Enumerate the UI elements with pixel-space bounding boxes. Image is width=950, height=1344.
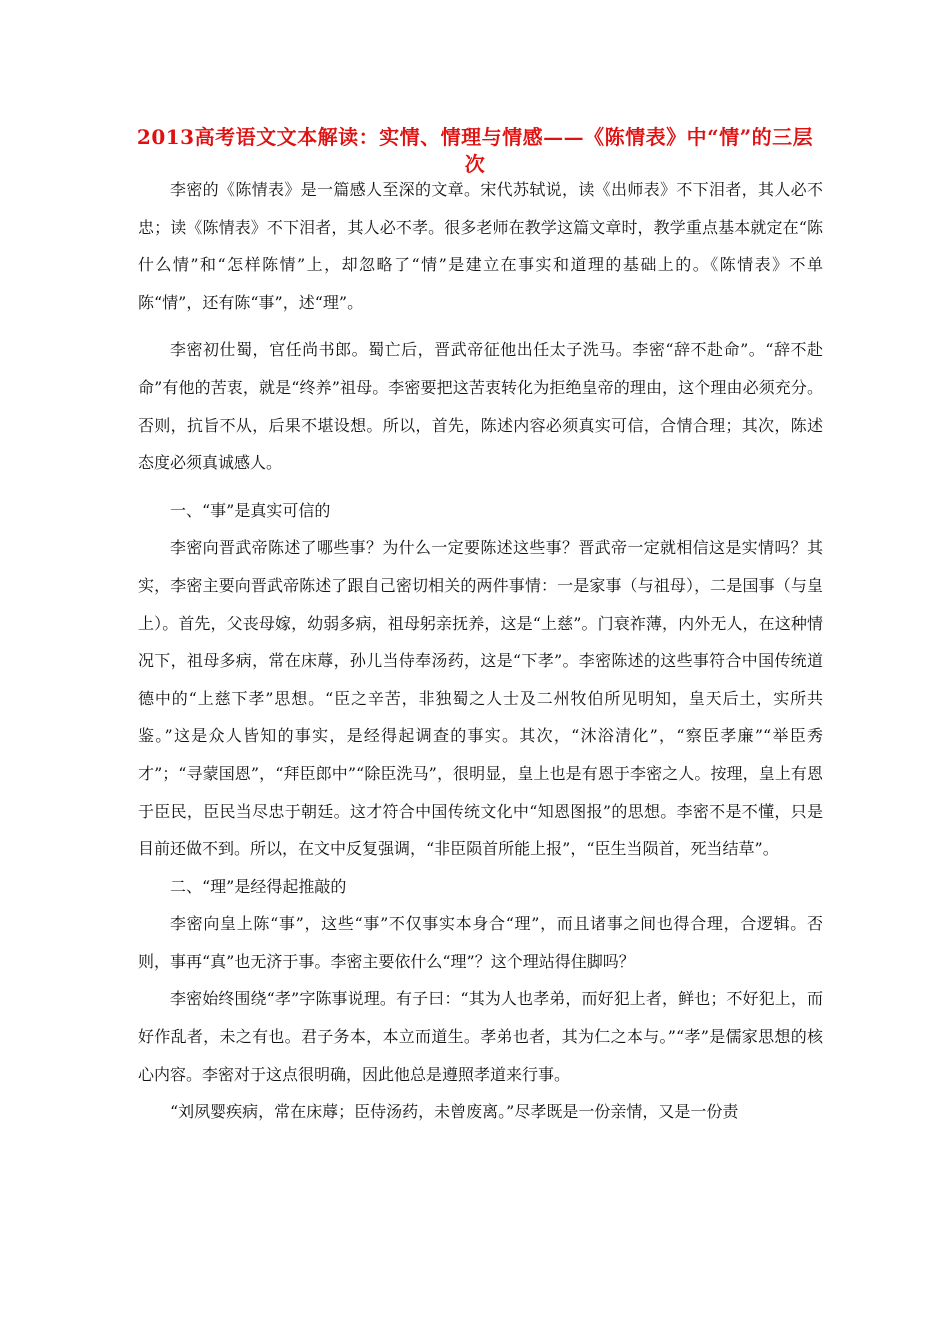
paragraph-background: 李密初仕蜀，官任尚书郎。蜀亡后，晋武帝征他出任太子洗马。李密“辞不赴命”。“辞不赴命”有他的苦衷，就是“终养”祖母。李密要把这苦衷转化为拒绝皇帝的理由，这个理由必须充分。否则，抗旨不从，后果不堪设想。所以，首先，陈述内容必须真实可信，合情合理；其次，陈述态度必须真诚感人。: [138, 340, 823, 473]
document-body: [138, 171, 823, 1131]
section-heading-2: 二、“理”是经得起推敲的: [170, 876, 347, 896]
paragraph-filial-piety: 李密始终围绕“孝”字陈事说理。有子曰：“其为人也孝弟，而好犯上者，鲜也；不好犯上，而好作乱者，未之有也。君子务本，本立而道生。孝弟也者，其为仁之本与。”“孝”是儒家思想的核心内容。李密对于这点很明确，因此他总是遵照孝道来行事。: [138, 989, 823, 1084]
document-title: 2013高考语文文本解读：实情、情理与情感——《陈情表》中“情”的三层次: [136, 125, 814, 176]
paragraph-reason: 李密向皇上陈“事”，这些“事”不仅事实本身合“理”，而且诸事之间也得合理，合逻辑。否则，事再“真”也无济于事。李密主要依什么“理”？这个理站得住脚吗？: [138, 914, 823, 971]
paragraph-facts: 李密向晋武帝陈述了哪些事？为什么一定要陈述这些事？晋武帝一定就相信这是实情吗？其实，李密主要向晋武帝陈述了跟自己密切相关的两件事情：一是家事（与祖母），二是国事（与皇上）。首先，父丧母嫁，幼弱多病，祖母躬亲抚养，这是“上慈”。门衰祚薄，内外无人，在这种情况下，祖母多病，常在床蓐，孙儿当侍奉汤药，这是“下孝”。李密陈述的这些事符合中国传统道德中的“上慈下孝”思想。“臣之辛苦，非独蜀之人士及二州牧伯所见明知，皇天后土，实所共鉴。”这是众人皆知的事实，是经得起调查的事实。其次，“沐浴清化”，“察臣孝廉”“举臣秀才”；“寻蒙国恩”，“拜臣郎中”“除臣洗马”，很明显，皇上也是有恩于李密之人。按理，皇上有恩于臣民，臣民当尽忠于朝廷。这才符合中国传统文化中“知恩图报”的思想。李密不是不懂，只是目前还做不到。所以，在文中反复强调，“非臣陨首所能上报”，“臣生当陨首，死当结草”。: [138, 538, 823, 859]
section-heading-1: 一、“事”是真实可信的: [170, 500, 331, 520]
paragraph-intro: 李密的《陈情表》是一篇感人至深的文章。宋代苏轼说，读《出师表》不下泪者，其人必不忠；读《陈情表》不下泪者，其人必不孝。很多老师在教学这篇文章时，教学重点基本就定在“陈什么情”和“怎样陈情”上，却忽略了“情”是建立在事实和道理的基础上的。《陈情表》不单陈“情”，还有陈“事”，述“理”。: [138, 180, 823, 312]
paragraph-continued: “刘夙婴疾病，常在床蓐；臣侍汤药，未曾废离。”尽孝既是一份亲情，又是一份责: [170, 1102, 739, 1122]
